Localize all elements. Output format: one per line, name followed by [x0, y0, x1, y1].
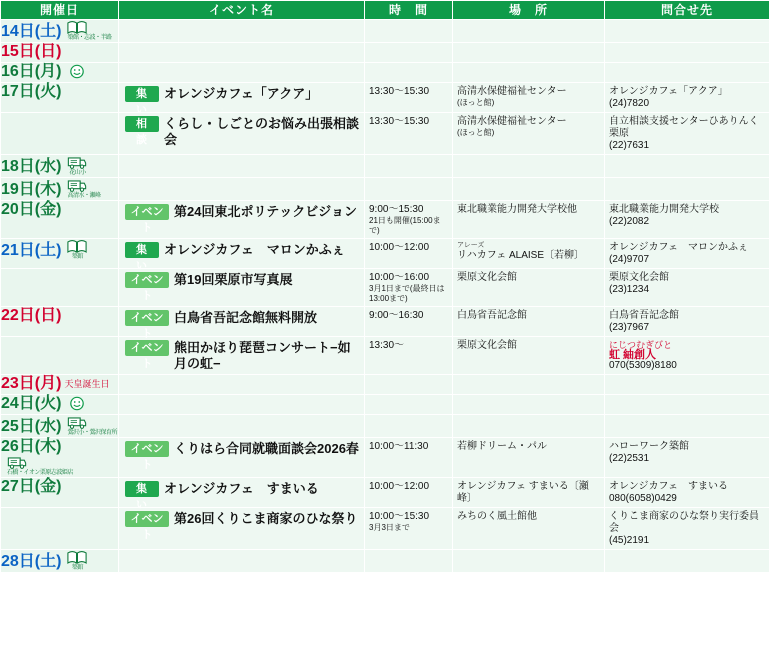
cell-time	[365, 63, 453, 83]
event-category-tag: イベント	[125, 511, 169, 527]
event-place: 高清水保健福祉センター	[457, 86, 567, 97]
cell-place	[453, 395, 605, 415]
contact-phone: (23)7967	[609, 322, 650, 333]
table-row	[1, 155, 769, 178]
table-row	[1, 307, 769, 337]
event-category-tag: イベント	[125, 340, 169, 356]
event-place: 若柳ドリーム・パル	[457, 441, 547, 452]
event-name: 第26回くりこま商家のひな祭り	[174, 511, 358, 526]
cell-date	[1, 239, 119, 269]
event-name: 第24回東北ポリテックビジョン	[174, 204, 357, 219]
date-icon-label: 花山小	[69, 170, 86, 176]
date-label: 22日(日)	[1, 307, 62, 324]
date-label: 15日(日)	[1, 43, 62, 60]
event-place-sub: (ほっと館)	[457, 98, 495, 107]
cell-place	[453, 337, 605, 375]
cell-place	[453, 83, 605, 113]
cell-time	[365, 395, 453, 415]
table-row	[1, 438, 769, 478]
cell-date	[1, 63, 119, 83]
table-row	[1, 478, 769, 508]
cell-event	[119, 395, 365, 415]
cell-event	[119, 83, 365, 116]
cell-date	[1, 43, 119, 63]
cell-date	[1, 155, 119, 178]
cell-time	[365, 337, 453, 375]
event-name: オレンジカフェ「アクア」	[164, 86, 319, 101]
event-place: みちのく風土館他	[457, 511, 537, 522]
cell-contact	[605, 63, 769, 83]
contact-name: オレンジカフェ マロンかふぇ	[609, 242, 748, 253]
date-label: 14日(土)	[1, 22, 62, 40]
cell-contact	[605, 20, 769, 43]
table-header-row	[1, 1, 769, 20]
event-category-tag: 集 い	[125, 481, 159, 497]
event-time: 13:30〜15:30	[369, 116, 430, 127]
contact-phone: (23)1234	[609, 284, 650, 295]
contact-name: オレンジカフェ「アクア」	[609, 86, 728, 97]
event-name: 熊田かほり琵琶コンサート−如月の虹−	[174, 340, 351, 371]
table-row	[1, 550, 769, 573]
event-place: 白鳥省吾記念館	[457, 310, 527, 321]
cell-place	[453, 43, 605, 63]
date-label: 28日(土)	[1, 552, 62, 570]
contact-name: オレンジカフェ すまいる	[609, 481, 728, 492]
cell-contact	[605, 239, 769, 269]
event-name: オレンジカフェ すまいる	[164, 481, 319, 496]
cell-place	[453, 113, 605, 155]
cell-event	[119, 307, 365, 340]
cell-event	[119, 269, 365, 307]
cell-time	[365, 83, 453, 113]
contact-phone: (22)2082	[609, 216, 650, 227]
cell-place	[453, 415, 605, 438]
event-name: オレンジカフェ マロンかふぇ	[164, 242, 345, 257]
column-header-place: 場 所	[453, 1, 605, 20]
event-time-note: 3月1日まで(最終日は13:00まで)	[369, 284, 445, 303]
cell-date	[1, 178, 119, 201]
cell-place	[453, 508, 605, 550]
cell-place	[453, 375, 605, 395]
table-row	[1, 63, 769, 83]
holiday-note: 天皇誕生日	[64, 379, 110, 389]
date-icon-label: 築館	[71, 565, 83, 571]
date-label: 20日(金)	[1, 201, 62, 218]
cell-date	[1, 83, 119, 113]
cell-place	[453, 478, 605, 508]
event-name: 第19回栗原市写真展	[174, 272, 293, 287]
contact-phone: 070(5309)8180	[609, 360, 677, 371]
cell-contact	[605, 415, 769, 438]
date-label: 21日(土)	[1, 241, 62, 259]
cell-date	[1, 307, 119, 337]
cell-contact	[605, 269, 769, 307]
cell-event	[119, 201, 365, 239]
date-icon-label: 鶯沢小・鶯沢保育所	[67, 430, 117, 436]
cell-event	[119, 375, 365, 395]
event-time: 9:00〜16:30	[369, 310, 424, 321]
date-label: 16日(月)	[1, 63, 62, 80]
contact-name: ハローワーク築館	[609, 441, 689, 452]
event-place: オレンジカフェ すまいる〔瀬峰〕	[457, 481, 589, 504]
cell-place	[453, 63, 605, 83]
cell-event	[119, 178, 365, 201]
event-category-tag: イベント	[125, 204, 169, 220]
contact-phone: (24)7820	[609, 98, 650, 109]
cell-time	[365, 508, 453, 550]
contact-phone: (45)2191	[609, 535, 650, 546]
table-row	[1, 201, 769, 239]
date-label: 19日(木)	[1, 180, 62, 198]
date-icon	[67, 155, 87, 177]
cell-time	[365, 178, 453, 201]
smiley-face-icon	[67, 396, 87, 411]
cell-time	[365, 415, 453, 438]
cell-place	[453, 20, 605, 43]
event-time: 13:30〜	[369, 340, 405, 351]
cell-place	[453, 550, 605, 573]
event-time: 10:00〜11:30	[369, 441, 429, 452]
cell-contact	[605, 395, 769, 415]
column-header-date: 開催日	[1, 1, 119, 20]
event-time: 10:00〜15:30	[369, 511, 430, 522]
cell-event	[119, 43, 365, 63]
cell-date	[1, 201, 119, 239]
event-time-note: 21日も開催(15:00まで)	[369, 216, 441, 235]
table-row	[1, 415, 769, 438]
cell-time	[365, 269, 453, 307]
date-icon	[67, 178, 100, 200]
cell-place	[453, 269, 605, 307]
contact-phone: 080(6058)0429	[609, 493, 677, 504]
cell-date	[1, 508, 119, 550]
contact-phone: (24)9707	[609, 254, 650, 265]
mobile-library-icon	[67, 550, 87, 565]
cell-date	[1, 415, 119, 438]
column-header-event: イベント名	[119, 1, 365, 20]
cell-event	[119, 508, 365, 550]
date-label: 27日(金)	[1, 478, 62, 495]
event-time: 10:00〜12:00	[369, 481, 430, 492]
cell-place	[453, 239, 605, 269]
cell-event	[119, 20, 365, 43]
cell-date	[1, 113, 119, 155]
cell-contact	[605, 478, 769, 508]
date-icon-label: 築館・志波・半路	[67, 35, 112, 41]
cell-time	[365, 375, 453, 395]
table-row	[1, 83, 769, 113]
cell-time	[365, 155, 453, 178]
event-category-tag: 相 談	[125, 116, 159, 132]
date-icon	[67, 415, 117, 437]
cell-contact	[605, 307, 769, 337]
cell-date	[1, 395, 119, 415]
event-time-note: 3月3日まで	[369, 523, 410, 532]
contact-name-highlight: 虹 紬創人	[609, 349, 657, 361]
mobile-library-icon	[67, 20, 87, 35]
cell-time	[365, 550, 453, 573]
table-row	[1, 337, 769, 375]
cell-date	[1, 550, 119, 573]
cell-time	[365, 201, 453, 239]
cell-time	[365, 478, 453, 508]
table-row	[1, 239, 769, 269]
contact-name: 栗原文化会館	[609, 272, 669, 283]
cell-contact	[605, 337, 769, 375]
column-header-time: 時 間	[365, 1, 453, 20]
event-time: 9:00〜15:30	[369, 204, 424, 215]
cell-place	[453, 201, 605, 239]
date-label: 24日(火)	[1, 395, 62, 412]
event-place: 栗原文化会館	[457, 272, 517, 283]
date-icon-label: 高清水・瀬峰	[67, 193, 101, 199]
date-icon	[67, 20, 111, 42]
cell-place	[453, 155, 605, 178]
event-place: 栗原文化会館	[457, 340, 517, 351]
table-row	[1, 508, 769, 550]
date-label: 23日(月)	[1, 375, 62, 392]
event-category-tag: イベント	[125, 310, 169, 326]
cell-date	[1, 438, 119, 478]
event-place: 東北職業能力開発大学校他	[457, 204, 577, 215]
cell-event	[119, 337, 365, 375]
cell-contact	[605, 155, 769, 178]
date-icon-label: 石橋・イオン栗原志波姫店	[7, 470, 73, 476]
event-name: くらし・しごとのお悩み出張相談会	[164, 116, 360, 147]
contact-name: 自立相談支援センターひありんく栗原	[609, 116, 759, 139]
cell-time	[365, 239, 453, 269]
table-row	[1, 20, 769, 43]
bookmobile-icon	[67, 155, 87, 170]
event-category-tag: 集 い	[125, 242, 159, 258]
cell-date	[1, 375, 119, 395]
bookmobile-icon	[67, 415, 87, 430]
cell-place	[453, 438, 605, 478]
event-time: 10:00〜16:00	[369, 272, 430, 283]
table-row	[1, 395, 769, 415]
cell-event	[119, 239, 365, 272]
date-icon	[67, 64, 87, 79]
contact-name: くりこま商家のひな祭り実行委員会	[609, 511, 759, 534]
table-row	[1, 178, 769, 201]
contact-name-ruby: にじつむぎびと	[609, 340, 673, 350]
date-label: 25日(水)	[1, 417, 62, 435]
event-place-sub: (ほっと館)	[457, 128, 495, 137]
bookmobile-icon	[67, 178, 87, 193]
event-place: リハカフェ ALAISE〔若柳〕	[457, 250, 584, 261]
event-name: くりはら合同就職面談会2026春	[174, 441, 359, 456]
cell-date	[1, 337, 119, 375]
cell-event	[119, 155, 365, 178]
cell-time	[365, 113, 453, 155]
date-label: 17日(火)	[1, 83, 62, 100]
cell-event	[119, 63, 365, 83]
cell-event	[119, 438, 365, 478]
event-category-tag: イベント	[125, 272, 169, 288]
cell-event	[119, 113, 365, 155]
date-icon	[67, 550, 87, 572]
event-place-ruby: アレーズ	[457, 242, 485, 249]
cell-contact	[605, 83, 769, 113]
cell-event	[119, 550, 365, 573]
cell-event	[119, 415, 365, 438]
mobile-library-icon	[67, 239, 87, 254]
table-row	[1, 43, 769, 63]
cell-time	[365, 307, 453, 337]
cell-time	[365, 43, 453, 63]
date-icon	[7, 455, 73, 477]
cell-contact	[605, 438, 769, 478]
contact-name: 白鳥省吾記念館	[609, 310, 679, 321]
cell-contact	[605, 201, 769, 239]
cell-time	[365, 20, 453, 43]
bookmobile-icon	[7, 455, 27, 470]
date-icon-label: 築館	[71, 254, 83, 260]
contact-phone: (22)7631	[609, 140, 650, 151]
event-category-tag: イベント	[125, 441, 169, 457]
event-time: 10:00〜12:00	[369, 242, 430, 253]
date-label: 26日(木)	[1, 438, 62, 455]
column-header-contact: 問合せ先	[605, 1, 769, 20]
date-icon	[67, 396, 87, 411]
table-row	[1, 375, 769, 395]
event-category-tag: 集 い	[125, 86, 159, 102]
event-time: 13:30〜15:30	[369, 86, 430, 97]
cell-time	[365, 438, 453, 478]
cell-contact	[605, 550, 769, 573]
cell-contact	[605, 375, 769, 395]
cell-date	[1, 20, 119, 43]
cell-contact	[605, 178, 769, 201]
cell-event	[119, 478, 365, 511]
cell-place	[453, 178, 605, 201]
cell-place	[453, 307, 605, 337]
table-row	[1, 269, 769, 307]
cell-contact	[605, 113, 769, 155]
cell-contact	[605, 508, 769, 550]
date-icon	[67, 239, 87, 261]
smiley-face-icon	[67, 64, 87, 79]
cell-contact	[605, 43, 769, 63]
event-place: 高清水保健福祉センター	[457, 116, 567, 127]
table-row	[1, 113, 769, 155]
date-label: 18日(水)	[1, 157, 62, 175]
contact-phone: (22)2531	[609, 453, 650, 464]
cell-date	[1, 478, 119, 508]
contact-name: 東北職業能力開発大学校	[609, 204, 719, 215]
event-name: 白鳥省吾記念館無料開放	[174, 310, 318, 325]
cell-date	[1, 269, 119, 307]
